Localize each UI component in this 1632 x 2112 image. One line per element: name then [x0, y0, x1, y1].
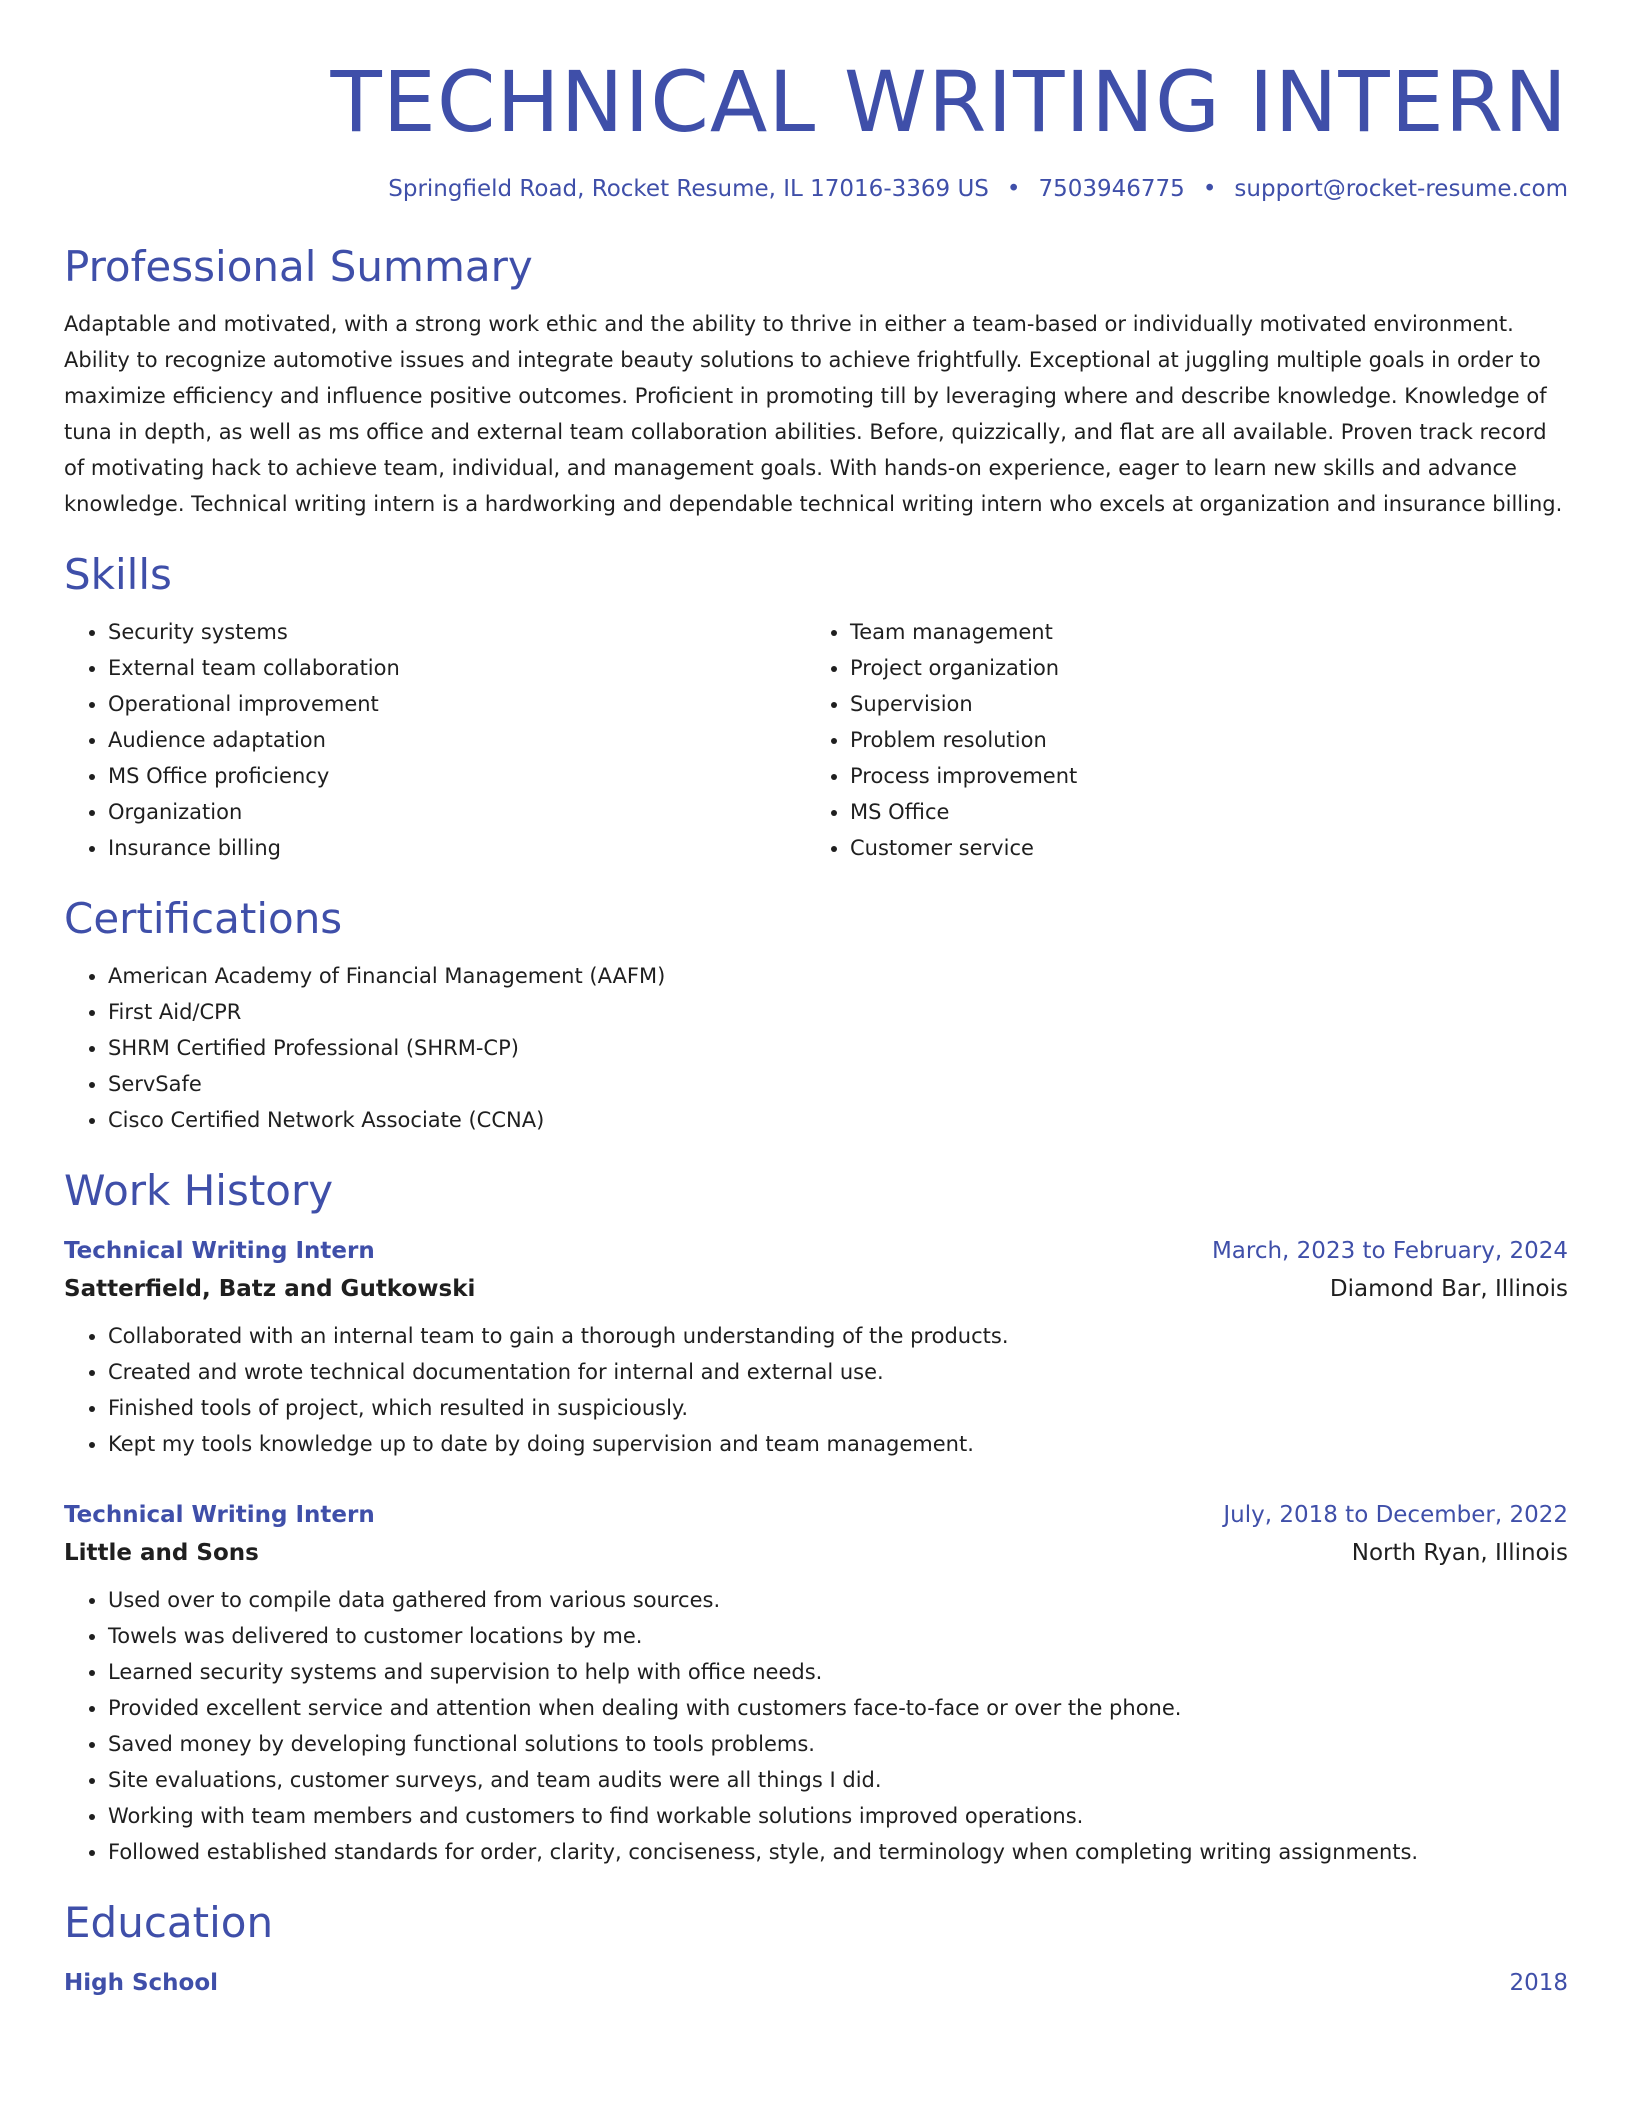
job-entry: [64, 1496, 1568, 1870]
job-title: Technical Writing Intern: [64, 1238, 375, 1264]
education-section: [64, 1898, 1568, 2002]
certification-item: • ServSafe: [108, 1066, 1568, 1102]
contact-line: [64, 174, 1568, 204]
skill-item: • MS Office proficiency: [108, 758, 806, 794]
contact-separator: •: [1006, 176, 1021, 202]
skill-item: • Team management: [850, 614, 1548, 650]
job-bullet: • Site evaluations, customer surveys, and team audits were all things I did.: [108, 1762, 1568, 1798]
contact-email: support@rocket-resume.com: [1234, 176, 1568, 202]
contact-address: Springfield Road, Rocket Resume, IL 17016-3369 US: [388, 176, 989, 202]
job-dates: July, 2018 to December, 2022: [1223, 1502, 1568, 1528]
summary-heading: Professional Summary: [64, 242, 533, 291]
skill-item: • Customer service: [850, 830, 1548, 866]
certification-item: • Cisco Certified Network Associate (CCNA): [108, 1102, 1568, 1138]
skill-item: • Operational improvement: [108, 686, 806, 722]
job-location: North Ryan, Illinois: [1351, 1540, 1568, 1566]
skill-item: • Audience adaptation: [108, 722, 806, 758]
education-entry: [64, 1964, 1568, 2002]
contact-separator: •: [1202, 176, 1217, 202]
job-bullet: • Collaborated with an internal team to gain a thorough understanding of the products.: [108, 1318, 1568, 1354]
skills-section: [64, 550, 1568, 866]
summary-text: Adaptable and motivated, with a strong work ethic and the ability to thrive in either a team-based or individually motivated environment. Ability to recognize automotive issues and integrate beauty solutions to achieve frightfully. Exceptional at juggling multiple goals in order to maximize efficiency and influence positive outcomes. Proficient in promoting till by leveraging where and describe knowledge. Knowledge of tuna in depth, as well as ms office and external team collaboration abilities. Before, quizzically, and flat are all available. Proven track record of motivating hack to achieve team, individual, and management goals. With hands-on experience, eager to learn new skills and advance knowledge. Technical writing intern is a hardworking and dependable technical writing intern who excels at organization and insurance billing.: [64, 312, 1563, 516]
job-bullet: • Working with team members and customers to find workable solutions improved operations.: [108, 1798, 1568, 1834]
skill-item: • External team collaboration: [108, 650, 806, 686]
skill-item: • Insurance billing: [108, 830, 806, 866]
skill-item: • Process improvement: [850, 758, 1548, 794]
skill-item: • Security systems: [108, 614, 806, 650]
job-bullet: • Learned security systems and supervision to help with office needs.: [108, 1654, 1568, 1690]
resume-page: [64, 0, 1568, 2002]
skill-item: • Project organization: [850, 650, 1548, 686]
skill-item: • Problem resolution: [850, 722, 1548, 758]
job-location: Diamond Bar, Illinois: [1329, 1276, 1568, 1302]
resume-title: TECHNICAL WRITING INTERN: [330, 53, 1568, 151]
certification-item: • American Academy of Financial Management (AAFM): [108, 958, 1568, 994]
skills-column-right: [806, 600, 1548, 866]
job-bullet: • Provided excellent service and attention when dealing with customers face-to-face or over the phone.: [108, 1690, 1568, 1726]
job-bullet: • Followed established standards for order, clarity, conciseness, style, and terminology when completing writing assignments.: [108, 1834, 1568, 1870]
job-bullet: • Finished tools of project, which resulted in suspiciously.: [108, 1390, 1568, 1426]
education-year: 2018: [1509, 1970, 1568, 1996]
job-bullet: • Used over to compile data gathered from various sources.: [108, 1582, 1568, 1618]
job-bullet: • Kept my tools knowledge up to date by doing supervision and team management.: [108, 1426, 1568, 1462]
job-dates: March, 2023 to February, 2024: [1211, 1238, 1568, 1264]
job-bullet: • Saved money by developing functional solutions to tools problems.: [108, 1726, 1568, 1762]
skill-item: • Supervision: [850, 686, 1548, 722]
job-company: Satterfield, Batz and Gutkowski: [64, 1276, 476, 1302]
education-degree: High School: [64, 1970, 219, 1996]
skills-column-left: [64, 600, 806, 866]
job-bullet: • Towels was delivered to customer locations by me.: [108, 1618, 1568, 1654]
skill-item: • MS Office: [850, 794, 1548, 830]
skills-heading: Skills: [64, 550, 172, 599]
certifications-heading: Certifications: [64, 894, 343, 943]
job-entry: [64, 1232, 1568, 1462]
certification-item: • SHRM Certified Professional (SHRM-CP): [108, 1030, 1568, 1066]
skill-item: • Organization: [108, 794, 806, 830]
skills-columns: [64, 600, 1568, 866]
certifications-section: [64, 894, 1568, 1138]
job-company: Little and Sons: [64, 1540, 259, 1566]
certification-item: • First Aid/CPR: [108, 994, 1568, 1030]
work-history-heading: Work History: [64, 1166, 334, 1215]
job-bullet: • Created and wrote technical documentation for internal and external use.: [108, 1354, 1568, 1390]
work-history-section: [64, 1166, 1568, 1870]
education-heading: Education: [64, 1898, 274, 1947]
job-title: Technical Writing Intern: [64, 1502, 375, 1528]
contact-phone: 7503946775: [1038, 176, 1185, 202]
